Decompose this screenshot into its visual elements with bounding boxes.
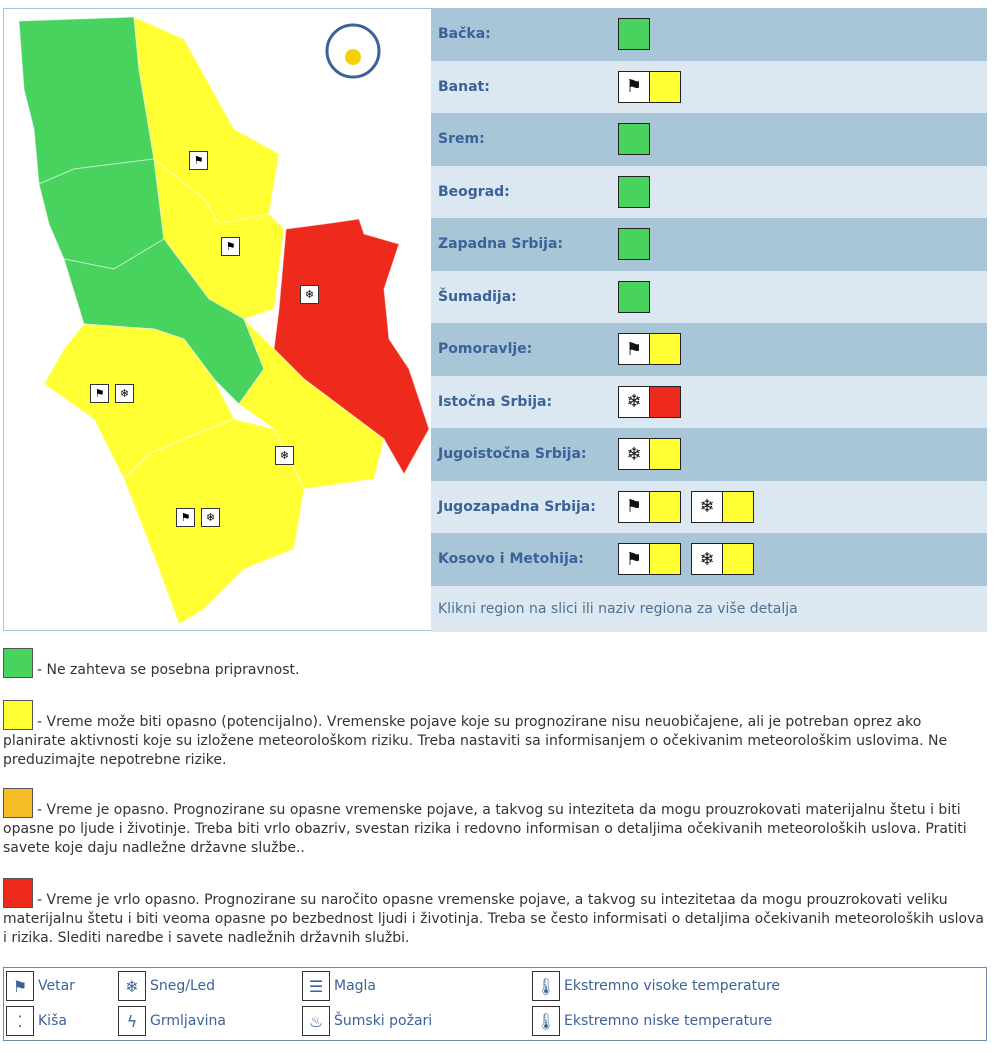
legend-red <box>3 878 988 948</box>
region-name[interactable]: Jugoistočna Srbija: <box>438 446 587 463</box>
wind-icon: ⚑ <box>619 544 650 574</box>
yellow-level-swatch <box>650 544 680 574</box>
region-name[interactable]: Banat: <box>438 78 490 95</box>
legend-green <box>3 648 988 680</box>
icon-legend-item <box>118 1006 226 1036</box>
region-row[interactable] <box>431 376 987 429</box>
legend-text: - Vreme je opasno. Prognozirane su opasne vremenske pojave, a takvog su inteziteta da mogu prouzrokovati materijalnu štetu i biti opasne po ljude i životinje. Treba biti vrlo obazriv, svestan rizika i redovno informisan o detaljima očekivanih meteoroloških uslova. Pratiti savete koje daju nadležne državne službe.. <box>3 802 967 856</box>
region-row[interactable] <box>431 218 987 271</box>
warning-badge[interactable] <box>618 281 650 313</box>
green-level-swatch <box>619 19 649 49</box>
weather-icon: ⁚ <box>6 1006 34 1036</box>
legend-text: - Ne zahteva se posebna pripravnost. <box>37 662 300 678</box>
snow-ice-icon: ❄ <box>692 544 723 574</box>
region-row[interactable] <box>431 8 987 61</box>
region-row[interactable] <box>431 428 987 481</box>
region-row[interactable] <box>431 113 987 166</box>
snow-ice-icon[interactable]: ❄ <box>115 384 134 403</box>
green-level-swatch <box>619 229 649 259</box>
weather-icon: ϟ <box>118 1006 146 1036</box>
wind-icon: ⚑ <box>619 334 650 364</box>
weather-icon: ⚑ <box>6 971 34 1001</box>
warning-badge[interactable] <box>618 123 650 155</box>
snow-ice-icon: ❄ <box>692 492 723 522</box>
region-row[interactable] <box>431 323 987 376</box>
snow-ice-icon[interactable]: ❄ <box>201 508 220 527</box>
snow-ice-icon[interactable]: ❄ <box>275 446 294 465</box>
green-level-swatch <box>619 124 649 154</box>
warning-badge[interactable] <box>618 18 650 50</box>
warning-badge[interactable] <box>618 543 681 575</box>
warning-badge[interactable] <box>618 228 650 260</box>
icon-legend <box>3 967 987 1041</box>
yellow-swatch <box>3 700 33 730</box>
yellow-level-swatch <box>723 544 753 574</box>
region-name[interactable]: Beograd: <box>438 183 510 200</box>
legend-orange <box>3 788 988 858</box>
icon-legend-label: Kiša <box>38 1013 67 1029</box>
warning-badge[interactable] <box>618 71 681 103</box>
snow-ice-icon: ❄ <box>619 387 650 417</box>
green-swatch <box>3 648 33 678</box>
icon-legend-label: Sneg/Led <box>150 978 216 994</box>
weather-icon: 🌡 <box>532 971 560 1001</box>
wind-icon[interactable]: ⚑ <box>221 237 240 256</box>
wind-icon[interactable]: ⚑ <box>189 151 208 170</box>
region-name[interactable]: Srem: <box>438 131 485 148</box>
icon-legend-item <box>6 1006 67 1036</box>
warning-badge[interactable] <box>618 386 681 418</box>
region-name[interactable]: Pomoravlje: <box>438 341 533 358</box>
icon-legend-label: Ekstremno niske temperature <box>564 1013 773 1029</box>
region-name[interactable]: Kosovo i Metohija: <box>438 551 584 568</box>
icon-legend-item <box>118 971 215 1001</box>
yellow-level-swatch <box>650 439 680 469</box>
yellow-level-swatch <box>723 492 753 522</box>
region-row[interactable] <box>431 533 987 586</box>
warning-badge[interactable] <box>691 491 754 523</box>
green-level-swatch <box>619 282 649 312</box>
region-row[interactable] <box>431 61 987 114</box>
region-name[interactable]: Istočna Srbija: <box>438 393 553 410</box>
region-table <box>431 8 987 632</box>
weather-icon: ♨ <box>302 1006 330 1036</box>
warning-badge[interactable] <box>618 491 681 523</box>
icon-legend-label: Vetar <box>38 978 75 994</box>
region-name[interactable]: Jugozapadna Srbija: <box>438 498 596 515</box>
region-row[interactable] <box>431 481 987 534</box>
region-row[interactable] <box>431 271 987 324</box>
region-name[interactable]: Bačka: <box>438 26 491 43</box>
wind-icon: ⚑ <box>619 72 650 102</box>
warning-badge[interactable] <box>618 176 650 208</box>
wind-icon[interactable]: ⚑ <box>176 508 195 527</box>
red-swatch <box>3 878 33 908</box>
region-name[interactable]: Šumadija: <box>438 288 517 305</box>
legend-text: - Vreme može biti opasno (potencijalno). Vremenske pojave koje su prognozirane nisu neuobičajene, ali je potreban oprez ako planirate aktivnosti koje su izložene meteorološkom riziku. Treba nastaviti sa informisanjem o očekivanim meteorološkim uslovima. Ne preduzimajte nepotrebne rizike. <box>3 714 948 768</box>
icon-legend-label: Šumski požari <box>334 1013 433 1029</box>
wind-icon: ⚑ <box>619 492 650 522</box>
region-row[interactable] <box>431 166 987 219</box>
icon-legend-item <box>302 1006 432 1036</box>
weather-icon: 🌡 <box>532 1006 560 1036</box>
warning-badge[interactable] <box>691 543 754 575</box>
legend-text: - Vreme je vrlo opasno. Prognozirane su naročito opasne vremenske pojave, a takvog su intezitetaa da mogu prouzrokovati veliku materijalnu štetu i biti veoma opasne po bezbednost ljudi i životinja. Treba se često informisati o detaljima očekivanih meteoroloških uslova i rizika. Slediti naredbe i savete nadležnih državnih službi. <box>3 892 984 946</box>
yellow-level-swatch <box>650 72 680 102</box>
wind-icon[interactable]: ⚑ <box>90 384 109 403</box>
yellow-level-swatch <box>650 334 680 364</box>
weather-icon: ❄ <box>118 971 146 1001</box>
snow-ice-icon[interactable]: ❄ <box>300 285 319 304</box>
green-level-swatch <box>619 177 649 207</box>
icon-legend-item <box>532 1006 772 1036</box>
icon-legend-item <box>6 971 75 1001</box>
snow-ice-icon: ❄ <box>619 439 650 469</box>
region-hint: Klikni region na slici ili naziv regiona za više detalja <box>431 586 987 632</box>
weather-icon: ☰ <box>302 971 330 1001</box>
yellow-level-swatch <box>650 492 680 522</box>
icon-legend-item <box>532 971 780 1001</box>
icon-legend-label: Magla <box>334 978 377 994</box>
icon-legend-label: Ekstremno visoke temperature <box>564 978 781 994</box>
legend-yellow <box>3 700 988 770</box>
warning-map[interactable] <box>3 8 432 631</box>
orange-swatch <box>3 788 33 818</box>
warning-badge[interactable] <box>618 333 681 365</box>
map-region-backa[interactable] <box>19 17 154 184</box>
icon-legend-item <box>302 971 376 1001</box>
red-level-swatch <box>650 387 680 417</box>
warning-badge[interactable] <box>618 438 681 470</box>
region-name[interactable]: Zapadna Srbija: <box>438 236 564 253</box>
icon-legend-label: Grmljavina <box>150 1013 226 1029</box>
